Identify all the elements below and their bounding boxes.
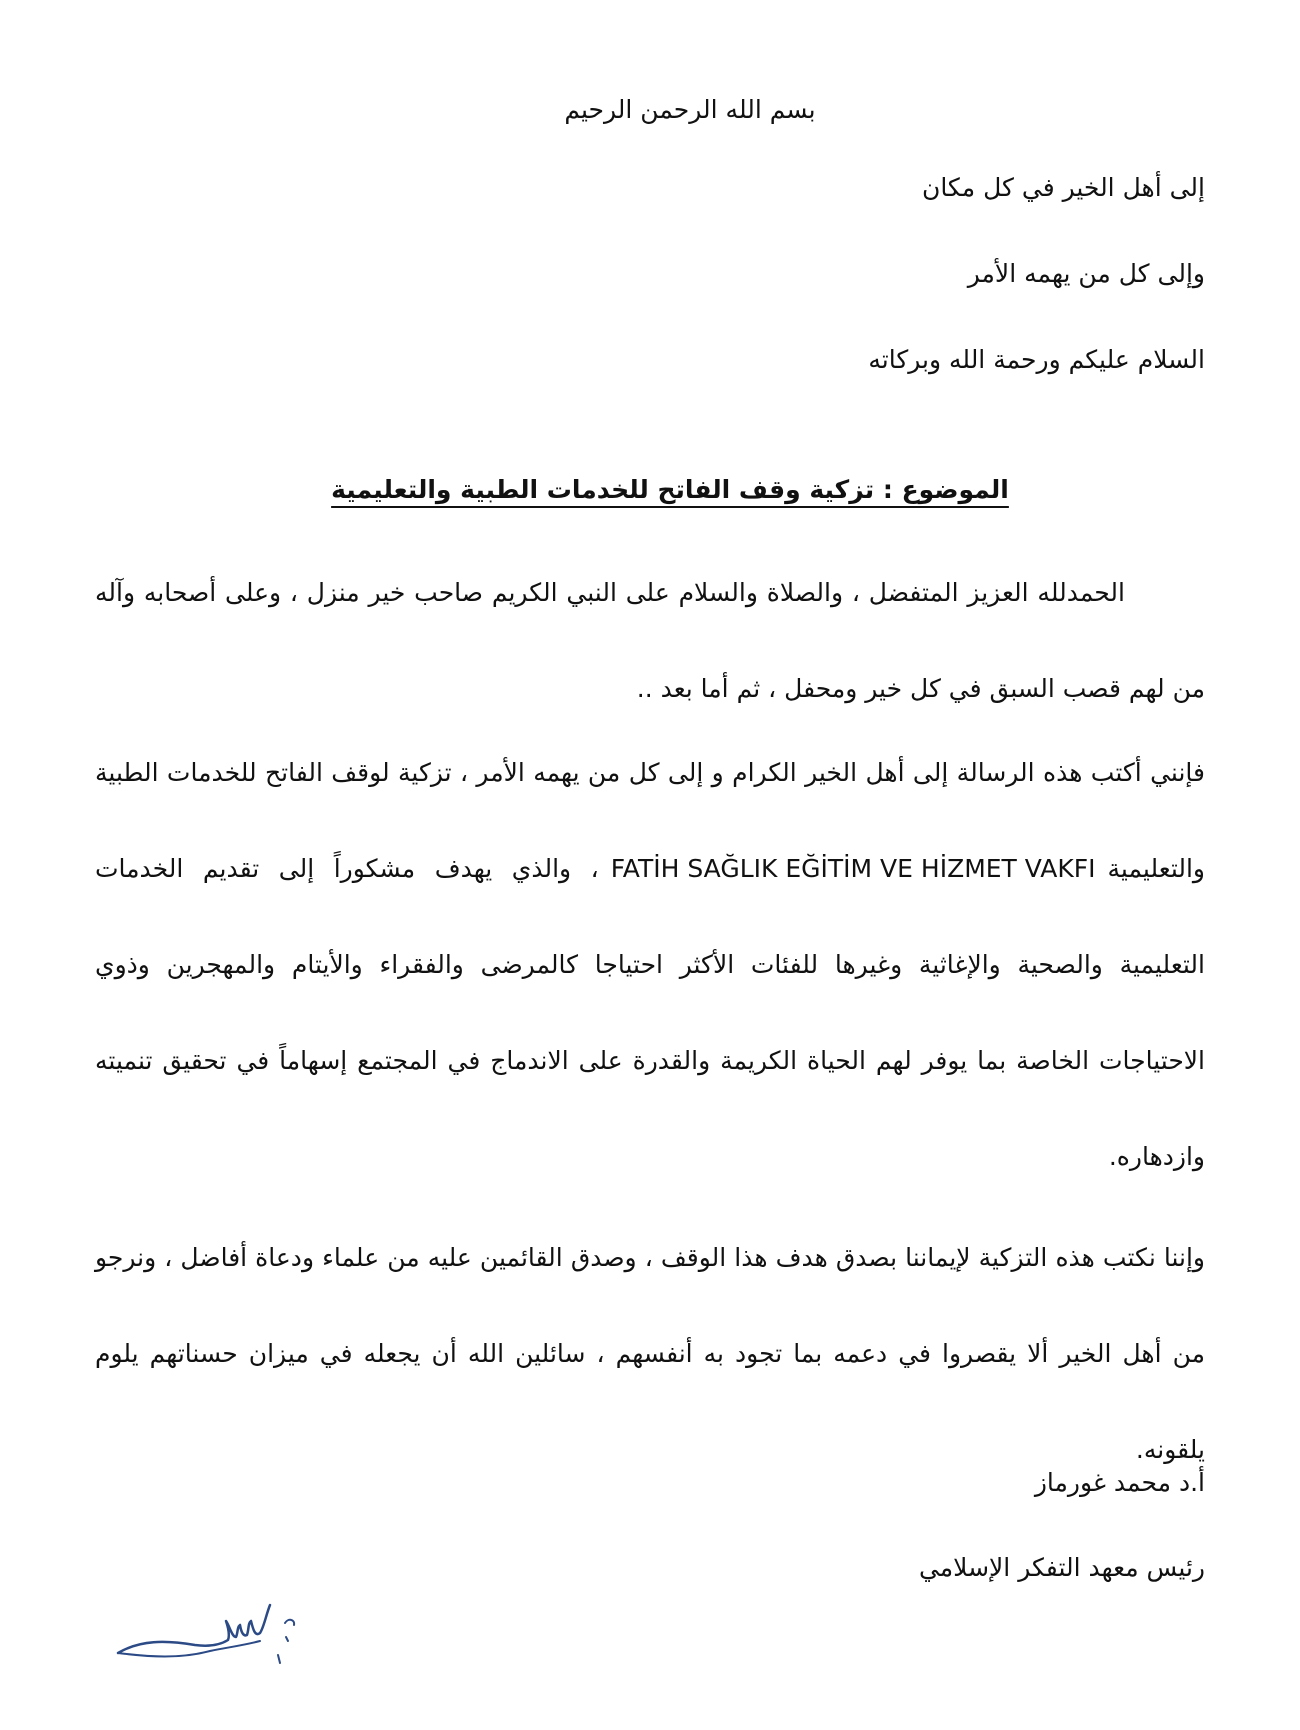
recipient-line-2: وإلى كل من يهمه الأمر: [967, 259, 1205, 288]
recipient-line-1: إلى أهل الخير في كل مكان: [921, 173, 1205, 202]
signatory-name: أ.د محمد غورماز: [1034, 1468, 1205, 1497]
paragraph-2-text: [95, 725, 1205, 1205]
paragraph-2: [95, 725, 1205, 1205]
handwritten-signature: [110, 1585, 340, 1685]
paragraph-3: [95, 1210, 1205, 1498]
foundation-latin-name: FATİH SAĞLIK EĞİTİM VE HİZMET VAKFI: [610, 854, 1096, 883]
paragraph-3-text: وإننا نكتب هذه التزكية لإيماننا بصدق هدف هذا الوقف ، وصدق القائمين عليه من علماء ودعاة أفاضل ، ونرجو من أهل الخير ألا يقصروا في دعمه بما تجود به أنفسهم ، سائلين الله أن يجعله في ميزان حسناتهم يلوم يلقونه.: [95, 1243, 1205, 1464]
paragraph-2-part-2: ، والذي يهدف مشكوراً إلى تقديم الخدمات التعليمية والصحية والإغاثية وغيرها للفئات الأكثر احتياجا كالمرضى والفقراء والأيتام والمهجرين وذوي الاحتياجات الخاصة بما يوفر لهم الحياة الكريمة والقدرة على الاندماج في المجتمع إسهاماً في تحقيق تنميته وازدهاره.: [95, 854, 1205, 1171]
signatory-title: رئيس معهد التفكر الإسلامي: [918, 1553, 1205, 1582]
basmala: بسم الله الرحمن الرحيم: [564, 95, 816, 124]
paragraph-1-text: الحمدلله العزيز المتفضل ، والصلاة والسلام على النبي الكريم صاحب خير منزل ، وعلى أصحابه وآله من لهم قصب السبق في كل خير ومحفل ، ثم أما بعد ..: [95, 578, 1205, 703]
greeting-line: السلام عليكم ورحمة الله وبركاته: [868, 345, 1205, 374]
paragraph-1: [95, 545, 1205, 737]
subject-line: الموضوع : تزكية وقف الفاتح للخدمات الطبية والتعليمية: [331, 475, 1009, 504]
paragraph-2-part-1: فإنني أكتب هذه الرسالة إلى أهل الخير الكرام و إلى كل من يهمه الأمر ، تزكية لوقف الفاتح للخدمات الطبية والتعليمية: [95, 758, 1205, 883]
